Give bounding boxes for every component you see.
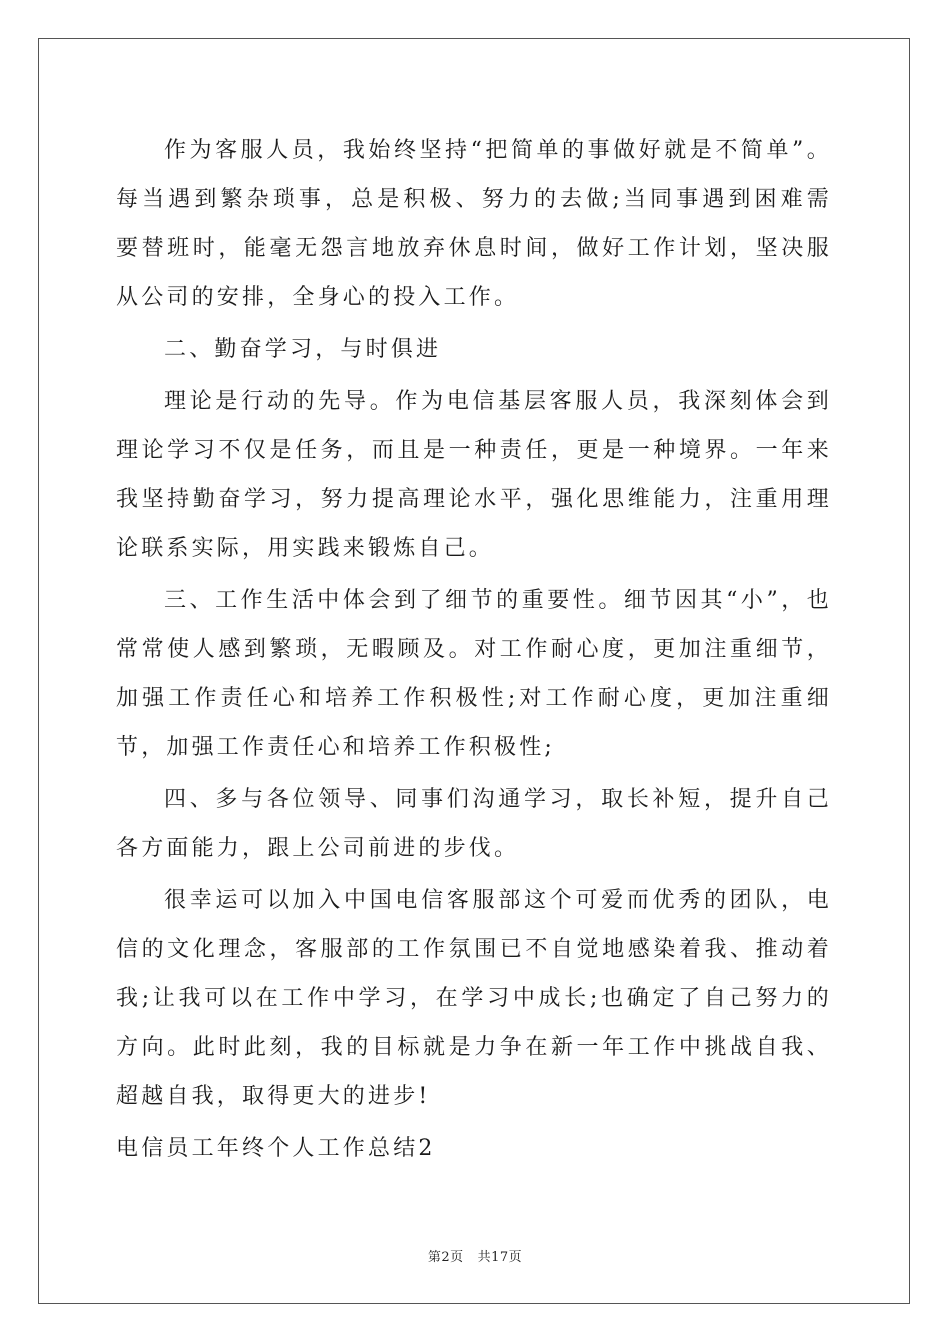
paragraph-theory: 理论是行动的先导。作为电信基层客服人员，我深刻体会到理论学习不仅是任务，而且是一种责任，更是一种境界。一年来我坚持勤奋学习，努力提高理论水平，强化思维能力，注重用理论联系实际，用实践来锻炼自己。 — [116, 389, 832, 561]
paragraph-details: 三、工作生活中体会到了细节的重要性。细节因其“小”，也常常使人感到繁琐，无暇顾及。对工作耐心度，更加注重细节，加强工作责任心和培养工作积极性;对工作耐心度，更加注重细节，加强工作责任心和培养工作积极性; — [116, 588, 832, 760]
section-title: 电信员工年终个人工作总结2 — [116, 1136, 436, 1161]
page-total: 共17页 — [477, 1250, 523, 1265]
document-body — [116, 126, 832, 1176]
paragraph-team: 很幸运可以加入中国电信客服部这个可爱而优秀的团队，电信的文化理念，客服部的工作氛围已不自觉地感染着我、推动着我;让我可以在工作中学习，在学习中成长;也确定了自己努力的方向。此时此刻，我的目标就是力争在新一年工作中挑战自我、超越自我，取得更大的进步! — [116, 888, 832, 1109]
page-footer — [0, 1246, 950, 1265]
paragraph-customer-service: 作为客服人员，我始终坚持“把简单的事做好就是不简单”。每当遇到繁杂琐事，总是积极、努力的去做;当同事遇到困难需要替班时，能毫无怨言地放弃休息时间，做好工作计划，坚决服从公司的安排，全身心的投入工作。 — [116, 138, 832, 310]
paragraph-communication: 四、多与各位领导、同事们沟通学习，取长补短，提升自己各方面能力，跟上公司前进的步伐。 — [116, 787, 832, 861]
heading-study: 二、勤奋学习，与时俱进 — [164, 337, 442, 362]
page-number: 第2页 — [427, 1250, 464, 1265]
